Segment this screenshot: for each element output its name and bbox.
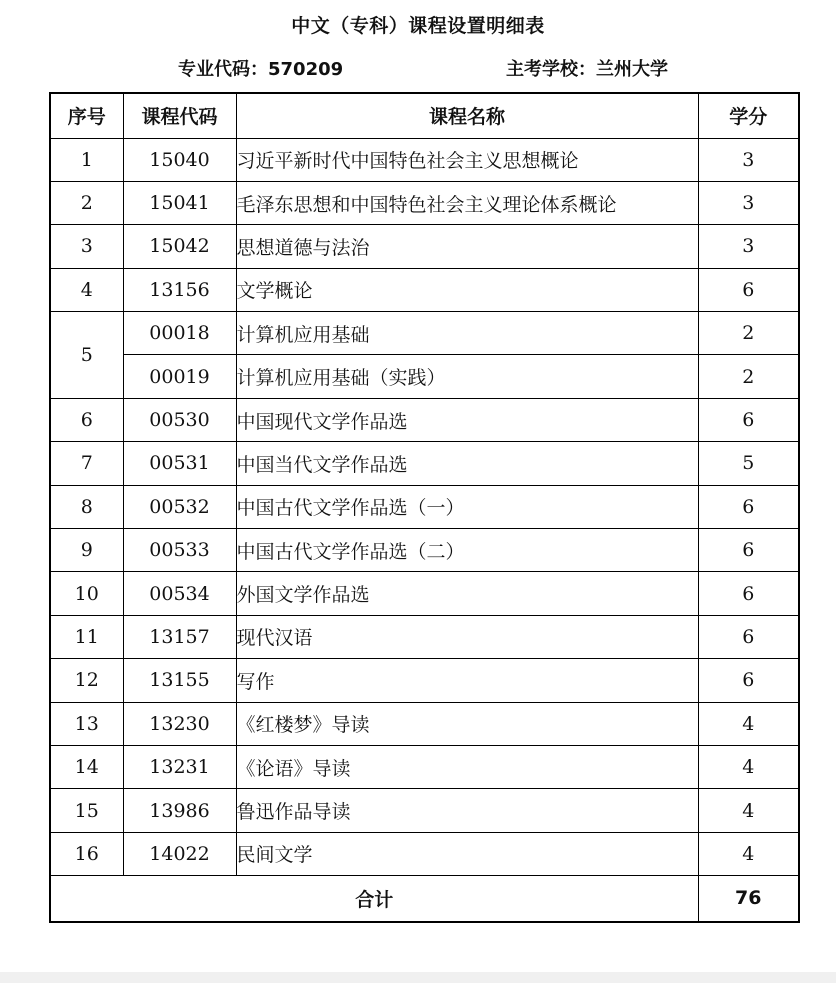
course-table [49,92,800,923]
row-credit: 3 [698,181,799,224]
table-row [50,529,799,572]
row-credit: 4 [698,832,799,875]
row-index: 11 [50,615,123,658]
row-code: 00530 [123,398,236,441]
row-credit: 6 [698,529,799,572]
row-code: 00018 [123,312,236,355]
row-index: 13 [50,702,123,745]
row-credit: 3 [698,138,799,181]
row-course-name: 外国文学作品选 [236,572,698,615]
total-row [50,876,799,922]
table-row [50,181,799,224]
row-course-name: 中国古代文学作品选（一） [236,485,698,528]
row-credit: 4 [698,702,799,745]
row-code: 13230 [123,702,236,745]
table-row [50,268,799,311]
row-code: 15042 [123,225,236,268]
row-credit: 6 [698,659,799,702]
row-course-name: 思想道德与法治 [236,225,698,268]
row-index: 15 [50,789,123,832]
row-course-name: 习近平新时代中国特色社会主义思想概论 [236,138,698,181]
row-credit: 3 [698,225,799,268]
header-name: 课程名称 [236,93,698,138]
header-credit: 学分 [698,93,799,138]
table-row [50,702,799,745]
table-row [50,225,799,268]
header-code: 课程代码 [123,93,236,138]
row-index: 9 [50,529,123,572]
row-code: 13155 [123,659,236,702]
row-credit: 4 [698,789,799,832]
major-code: 专业代码：570209 [178,59,344,80]
row-code: 00534 [123,572,236,615]
table-row [50,355,799,398]
row-course-name: 民间文学 [236,832,698,875]
table-row [50,485,799,528]
row-code: 13986 [123,789,236,832]
total-value: 76 [698,876,799,922]
row-credit: 6 [698,615,799,658]
table-header-row [50,93,799,138]
table-row [50,659,799,702]
page-title: 中文（专科）课程设置明细表 [291,15,545,37]
row-index: 14 [50,745,123,788]
table-row [50,312,799,355]
table-row [50,745,799,788]
row-credit: 6 [698,572,799,615]
row-course-name: 中国现代文学作品选 [236,398,698,441]
row-code: 00532 [123,485,236,528]
host-school: 主考学校：兰州大学 [506,59,668,80]
table-row [50,832,799,875]
row-credit: 5 [698,442,799,485]
row-course-name: 文学概论 [236,268,698,311]
row-index: 12 [50,659,123,702]
row-course-name: 中国古代文学作品选（二） [236,529,698,572]
row-credit: 6 [698,398,799,441]
table-row [50,138,799,181]
row-index: 2 [50,181,123,224]
row-index: 10 [50,572,123,615]
row-course-name: 现代汉语 [236,615,698,658]
row-index: 4 [50,268,123,311]
row-course-name: 《论语》导读 [236,745,698,788]
row-code: 15041 [123,181,236,224]
table-row [50,398,799,441]
header-index: 序号 [50,93,123,138]
row-credit: 2 [698,312,799,355]
total-label: 合计 [50,876,698,922]
row-code: 15040 [123,138,236,181]
row-code: 13156 [123,268,236,311]
table-row [50,572,799,615]
row-index: 7 [50,442,123,485]
row-code: 14022 [123,832,236,875]
row-index: 1 [50,138,123,181]
row-course-name: 计算机应用基础（实践） [236,355,698,398]
row-code: 00533 [123,529,236,572]
row-index: 16 [50,832,123,875]
row-code: 00019 [123,355,236,398]
row-course-name: 毛泽东思想和中国特色社会主义理论体系概论 [236,181,698,224]
row-course-name: 中国当代文学作品选 [236,442,698,485]
table-row [50,442,799,485]
row-index: 5 [50,312,123,399]
row-course-name: 写作 [236,659,698,702]
table-row [50,789,799,832]
row-course-name: 计算机应用基础 [236,312,698,355]
bottom-scroll-strip [0,972,836,983]
row-credit: 6 [698,268,799,311]
table-row [50,615,799,658]
row-code: 13157 [123,615,236,658]
row-course-name: 鲁迅作品导读 [236,789,698,832]
row-credit: 2 [698,355,799,398]
row-index: 8 [50,485,123,528]
row-code: 00531 [123,442,236,485]
row-course-name: 《红楼梦》导读 [236,702,698,745]
row-credit: 4 [698,745,799,788]
row-code: 13231 [123,745,236,788]
row-credit: 6 [698,485,799,528]
row-index: 6 [50,398,123,441]
row-index: 3 [50,225,123,268]
